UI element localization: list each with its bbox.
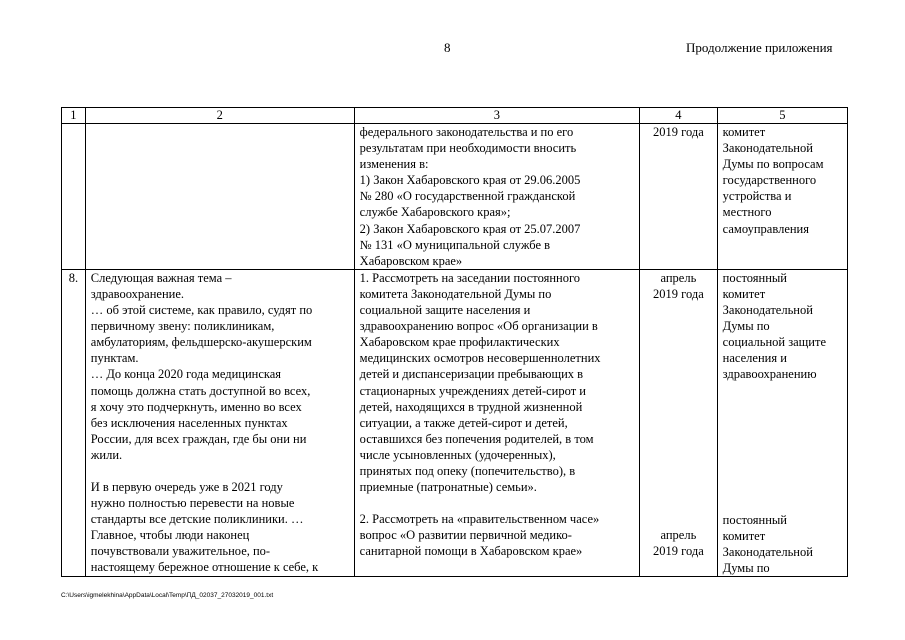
text-line: … об этой системе, как правило, судят по — [90, 303, 313, 318]
text-line: я хочу это подчеркнуть, именно во всех — [90, 399, 302, 414]
text-line: 2. Рассмотреть на «правительственном часе» — [359, 512, 600, 527]
responsible-item — [723, 270, 842, 383]
text-line: Главное, чтобы люди наконец — [90, 528, 250, 543]
text-line: постоянный — [722, 512, 787, 527]
header-col-4: 4 — [640, 108, 718, 124]
text-line: № 131 «О муниципальной службе в — [359, 237, 551, 252]
plan-table — [61, 107, 848, 577]
text-line: государственного — [722, 173, 817, 188]
text-line: помощь должна стать доступной во всех, — [90, 383, 311, 398]
text-line: устройства и — [722, 189, 792, 204]
footer-file-path: C:\Users\igmelekhina\AppData\Local\Temp\ПД_02037_27032019_001.txt — [61, 592, 274, 599]
text-line: … До конца 2020 года медицинская — [90, 367, 282, 382]
table-row-continuation — [62, 124, 848, 270]
text-line: Думы по — [722, 560, 770, 575]
cell-responsible — [717, 124, 847, 270]
text-line: 2019 года — [653, 286, 704, 301]
text-line: результатам при необходимости вносить — [359, 141, 577, 156]
text-line: оставшихся без попечения родителей, в том — [359, 431, 594, 446]
header-continuation: Продолжение приложения — [686, 40, 833, 55]
header-col-1: 1 — [62, 108, 86, 124]
cell-task — [85, 124, 354, 270]
text-line: 2) Закон Хабаровского края от 25.07.2007 — [359, 221, 581, 236]
text-line: 1) Закон Хабаровского края от 29.06.2005 — [359, 173, 581, 188]
text-line: социальной защите — [722, 335, 827, 350]
text-line: Следующая важная тема – — [90, 270, 232, 285]
text-line: нужно полностью перевести на новые — [90, 496, 295, 511]
text-line: 1. Рассмотреть на заседании постоянного — [359, 270, 581, 285]
text-line: службе Хабаровского края»; — [359, 205, 511, 220]
action-item — [360, 270, 634, 495]
cell-action — [354, 124, 639, 270]
text-line: Законодательной — [722, 303, 813, 318]
text-line: комитета Законодательной Думы по — [359, 286, 552, 301]
text-line: России, для всех граждан, где бы они ни — [90, 431, 307, 446]
text-line: изменения в: — [359, 157, 429, 172]
table-row-8 — [62, 269, 848, 576]
table-header-row — [62, 108, 848, 124]
text-line: пунктам. — [90, 351, 139, 366]
header-col-3: 3 — [354, 108, 639, 124]
text-line: амбулаториям, фельдшерско-акушерским — [90, 335, 312, 350]
text-line: первичному звену: поликлиникам, — [90, 319, 275, 334]
text-line: здравоохранению вопрос «Об организации в — [359, 319, 598, 334]
text-line: приемные (патронатные) семьи». — [359, 480, 537, 495]
text-line: ситуации, а также детей-сирот и детей, — [359, 415, 568, 430]
text-line: комитет — [722, 528, 766, 543]
cell-responsible — [717, 269, 847, 576]
text-line: апрель — [660, 528, 697, 543]
term-item — [640, 270, 717, 302]
text-line: И в первую очередь уже в 2021 году — [90, 479, 283, 494]
text-line: Хабаровском крае» — [359, 253, 463, 268]
responsible-item — [723, 512, 842, 576]
text-line: здравоохранение. — [90, 286, 184, 301]
cell-term — [640, 269, 718, 576]
text-line: жили. — [90, 447, 123, 462]
task-paragraph — [91, 270, 349, 463]
cell-task — [85, 269, 354, 576]
text-line: Думы по вопросам — [722, 157, 824, 172]
text-line: Думы по — [722, 319, 770, 334]
text-line: без исключения населенных пунктах — [90, 415, 288, 430]
text-line: почувствовали уважительное, по- — [90, 544, 271, 559]
text-line: 2019 года — [653, 125, 704, 139]
text-line: № 280 «О государственной гражданской — [359, 189, 576, 204]
text-line: Законодательной — [722, 544, 813, 559]
text-line: стандарты все детские поликлиники. … — [90, 512, 304, 527]
text-line: санитарной помощи в Хабаровском крае» — [359, 544, 583, 559]
text-line: принятых под опеку (попечительство), в — [359, 463, 576, 478]
text-line: медицинских осмотров несовершеннолетних — [359, 351, 601, 366]
cell-term — [640, 124, 718, 270]
text-line: настоящему бережное отношение к себе, к — [90, 560, 319, 575]
text-line: детей, находящихся в трудной жизненной — [359, 399, 583, 414]
header-col-5: 5 — [717, 108, 847, 124]
text-line: детей и диспансеризации пребывающих в — [359, 367, 584, 382]
cell-num: 8. — [62, 269, 86, 576]
cell-action — [354, 269, 639, 576]
text-line: комитет — [722, 125, 766, 139]
text-line: 2019 года — [653, 544, 704, 559]
text-line: местного — [722, 205, 772, 220]
text-line: федерального законодательства и по его — [359, 125, 574, 139]
text-line: вопрос «О развитии первичной медико- — [359, 528, 572, 543]
action-item — [360, 511, 634, 559]
text-line: здравоохранению — [722, 367, 817, 382]
text-line: постоянный — [722, 270, 787, 285]
text-line: социальной защите населения и — [359, 303, 531, 318]
term-item — [640, 527, 717, 559]
text-line: комитет — [722, 286, 766, 301]
text-line: Хабаровском крае профилактических — [359, 335, 560, 350]
cell-num — [62, 124, 86, 270]
text-line: апрель — [660, 270, 697, 285]
text-line: самоуправления — [722, 221, 809, 236]
text-line: населения и — [722, 351, 787, 366]
header-col-2: 2 — [85, 108, 354, 124]
text-line: Законодательной — [722, 141, 813, 156]
text-line: числе усыновленных (удочеренных), — [359, 447, 556, 462]
text-line: стационарных учреждениях детей-сирот и — [359, 383, 586, 398]
task-paragraph — [91, 479, 349, 576]
page-number: 8 — [444, 40, 451, 55]
